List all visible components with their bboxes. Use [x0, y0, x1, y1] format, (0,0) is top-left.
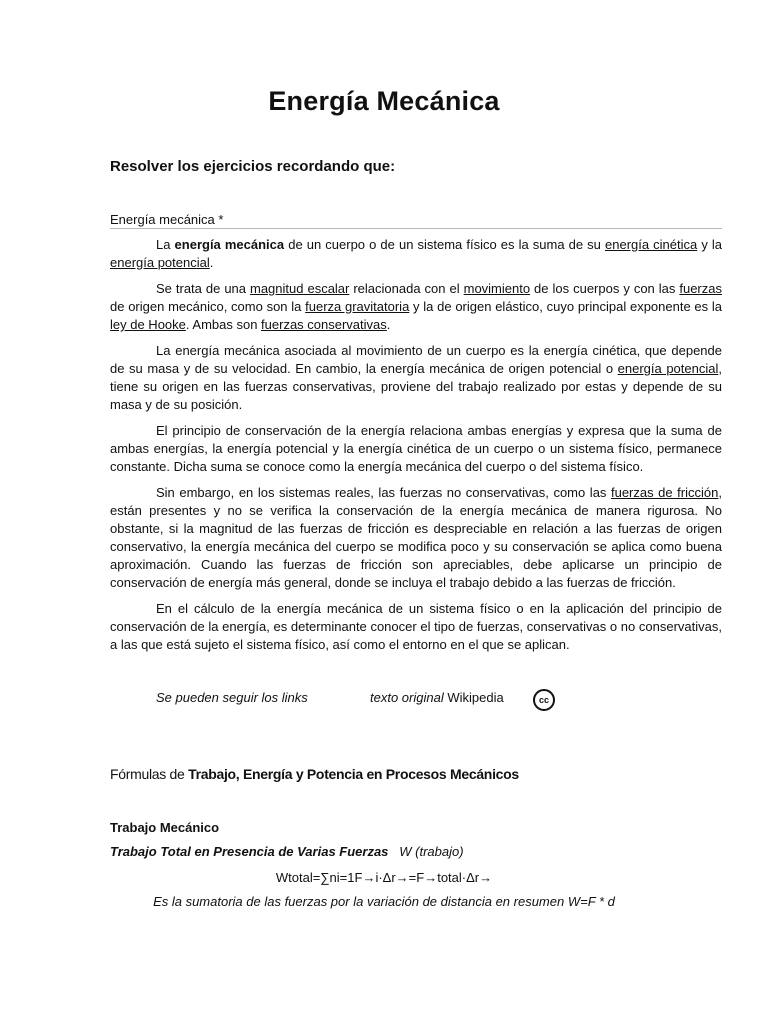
text: y la de origen elástico, cuyo principal exponente es la — [409, 299, 723, 314]
link-fuerza-gravitatoria[interactable]: fuerza gravitatoria — [305, 299, 410, 314]
paragraph-2 — [110, 280, 722, 334]
paragraph-5 — [110, 484, 722, 592]
subtitle: Resolver los ejercicios recordando que: — [110, 158, 396, 175]
link-magnitud-escalar[interactable]: magnitud escalar — [250, 281, 350, 296]
text: de origen mecánico, como son la — [110, 299, 306, 314]
paragraph-6: En el cálculo de la energía mecánica de un sistema físico o en la aplicación del principio de conservación de la energía, es determinante conocer el tipo de fuerzas, conservativas o no conservativas, a las que está sujeto el sistema físico, así como el entorno en el que se aplican. — [110, 601, 722, 652]
wikipedia-link[interactable]: Wikipedia — [447, 690, 504, 705]
formulas-heading — [110, 766, 519, 782]
trabajo-total-title: Trabajo Total en Presencia de Varias Fuerzas — [110, 844, 389, 859]
links-note-line — [156, 690, 504, 705]
section-label: Energía mecánica * — [110, 212, 224, 227]
text: . — [209, 255, 214, 270]
formulas-title: Trabajo, Energía y Potencia en Procesos Mecánicos — [188, 766, 519, 782]
link-movimiento[interactable]: movimiento — [463, 281, 531, 296]
link-energia-cinetica[interactable]: energía cinética — [605, 237, 698, 252]
section-divider — [110, 228, 722, 229]
paragraph-4: El principio de conservación de la energía relaciona ambas energías y expresa que la suma de ambas energías, la energía potencial y la energía cinética de un cuerpo o un sistema físico, permanece constante. Dicha suma se conoce como la energía mecánica del cuerpo o del sistema físico. — [110, 423, 722, 474]
text: La — [156, 237, 175, 252]
trabajo-total-symbol: W (trabajo) — [399, 844, 464, 859]
text: . — [386, 317, 391, 332]
link-energia-potencial[interactable]: energía potencial — [110, 255, 210, 270]
links-note: Se pueden seguir los links — [156, 690, 308, 705]
formula-summary: Es la sumatoria de las fuerzas por la variación de distancia en resumen W=F * d — [153, 894, 615, 909]
page-title: Energía Mecánica — [268, 86, 500, 116]
text: y la — [697, 237, 723, 252]
original-text-label: texto original — [370, 690, 444, 705]
link-fuerzas-conservativas[interactable]: fuerzas conservativas — [261, 317, 387, 332]
article-body — [110, 236, 722, 662]
text: , tiene su origen en las fuerzas conservativas, proviene del trabajo realizado por estas y depende de su masa y de su posición. — [110, 361, 722, 412]
bold-term: energía mecánica — [174, 237, 285, 252]
link-ley-de-hooke[interactable]: ley de Hooke — [110, 317, 186, 332]
text: de los cuerpos y con las — [530, 281, 680, 296]
text: La energía mecánica asociada al movimiento de un cuerpo es la energía cinética, que depende de su masa y de su velocidad. En cambio, la energía mecánica de origen potencial o — [110, 343, 722, 376]
text: . Ambas son — [185, 317, 262, 332]
text: , están presentes y no se verifica la conservación de la energía mecánica de manera rigurosa. No obstante, si la magnitud de las fuerzas de fricción es despreciable en relación a las fuerzas de origen conservativo, la energía mecánica del cuerpo se modifica poco y su conservación se aplica como buena aproximación. Cuando las fuerzas de fricción son apreciables, debe aplicarse un principio de conservación de energía más general, donde se incluya el trabajo debido a las fuerzas de fricción. — [110, 485, 722, 590]
trabajo-total-line — [110, 844, 464, 859]
original-text-note — [370, 690, 504, 705]
creative-commons-icon: cc — [533, 689, 555, 711]
trabajo-heading: Trabajo Mecánico — [110, 820, 220, 835]
formulas-prefix: Fórmulas de — [110, 766, 189, 782]
paragraph-1 — [110, 236, 722, 272]
work-formula: Wtotal=∑ni=1F→i·Δr→=F→total·Δr→ — [275, 870, 493, 885]
link-fuerzas-de-friccion[interactable]: fuerzas de fricción — [610, 485, 719, 500]
text: Se trata de una — [156, 281, 250, 296]
link-fuerzas[interactable]: fuerzas — [679, 281, 722, 296]
link-energia-potencial-2[interactable]: energía potencial — [617, 361, 719, 376]
paragraph-3 — [110, 342, 722, 414]
text: de un cuerpo o de un sistema físico es la suma de su — [284, 237, 605, 252]
text: Sin embargo, en los sistemas reales, las fuerzas no conservativas, como las — [156, 485, 611, 500]
text: relacionada con el — [349, 281, 464, 296]
